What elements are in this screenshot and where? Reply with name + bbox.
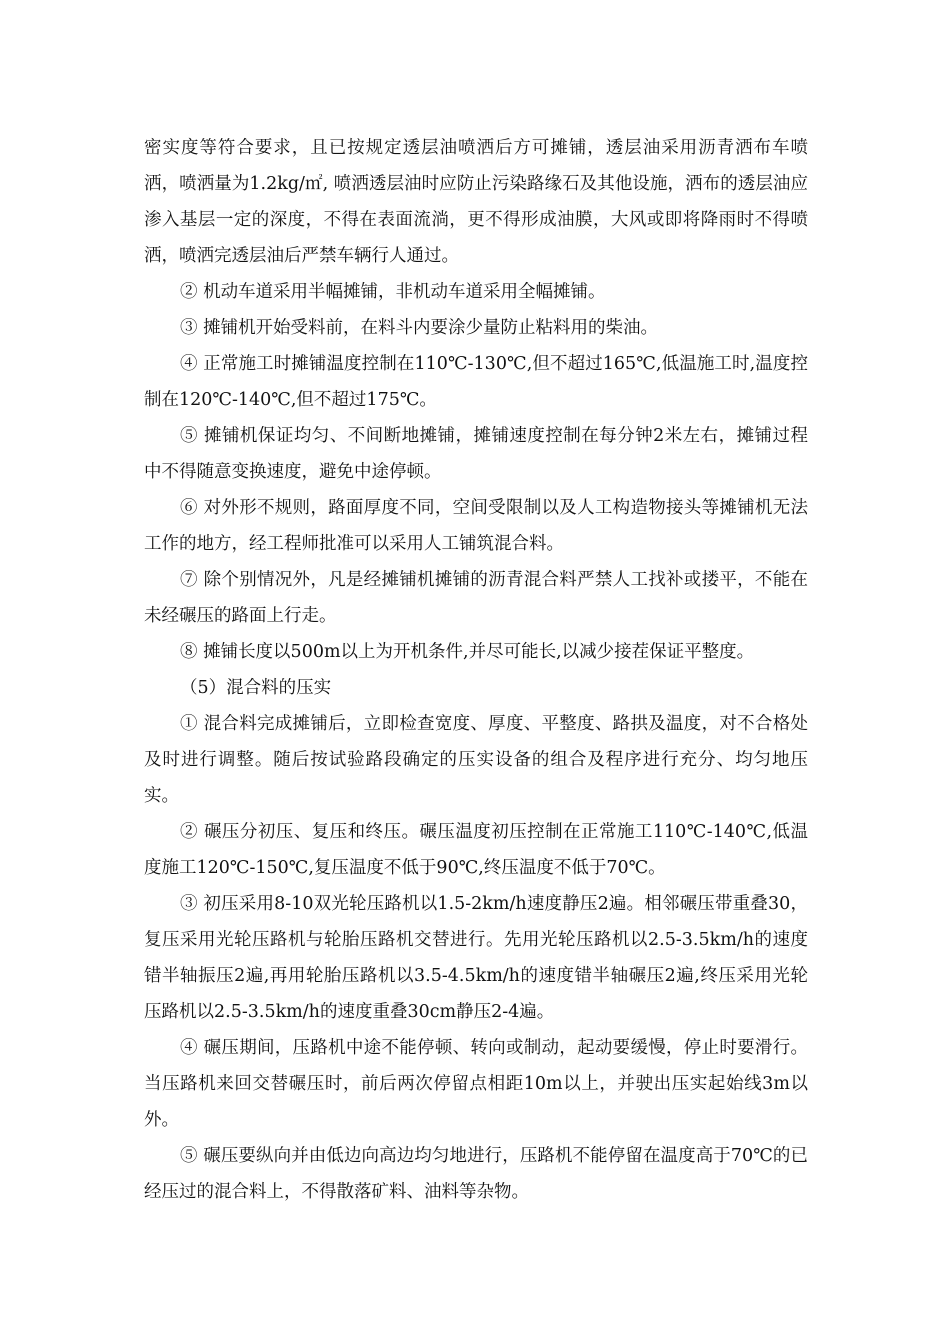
paragraph-compaction-1: ① 混合料完成摊铺后，立即检查宽度、厚度、平整度、路拱及温度，对不合格处及时进行调整。随后按试验路段确定的压实设备的组合及程序进行充分、均匀地压实。 <box>144 714 808 806</box>
section-heading-compaction: （5）混合料的压实 <box>180 678 332 698</box>
paragraph-continuation: 密实度等符合要求，且已按规定透层油喷洒后方可摊铺，透层油采用沥青洒布车喷洒，喷洒量为1.2kg/㎡, 喷洒透层油时应防止污染路缘石及其他设施，洒布的透层油应渗入基层一定的深度，不得在表面流淌，更不得形成油膜，大风或即将降雨时不得喷洒，喷洒完透层油后严禁车辆行人通过。 <box>144 138 808 266</box>
paragraph-item-6: ⑥ 对外形不规则，路面厚度不同，空间受限制以及人工构造物接头等摊铺机无法工作的地方，经工程师批准可以采用人工铺筑混合料。 <box>144 498 808 554</box>
paragraph-compaction-5: ⑤ 碾压要纵向并由低边向高边均匀地进行，压路机不能停留在温度高于70℃的已经压过的混合料上，不得散落矿料、油料等杂物。 <box>144 1146 808 1202</box>
paragraph-item-4: ④ 正常施工时摊铺温度控制在110℃-130℃,但不超过165℃,低温施工时,温度控制在120℃-140℃,但不超过175℃。 <box>144 354 808 410</box>
paragraph-item-5: ⑤ 摊铺机保证均匀、不间断地摊铺，摊铺速度控制在每分钟2米左右，摊铺过程中不得随意变换速度，避免中途停顿。 <box>144 426 808 482</box>
paragraph-compaction-2: ② 碾压分初压、复压和终压。碾压温度初压控制在正常施工110℃-140℃,低温度施工120℃-150℃,复压温度不低于90℃,终压温度不低于70℃。 <box>144 822 808 878</box>
paragraph-compaction-3: ③ 初压采用8-10双光轮压路机以1.5-2km/h速度静压2遍。相邻碾压带重叠30，复压采用光轮压路机与轮胎压路机交替进行。先用光轮压路机以2.5-3.5km/h的速度错半轴振压2遍,再用轮胎压路机以3.5-4.5km/h的速度错半轴碾压2遍,终压采用光轮压路机以2.5-3.5km/h的速度重叠30cm静压2-4遍。 <box>144 894 808 1022</box>
paragraph-item-8: ⑧ 摊铺长度以500m以上为开机条件,并尽可能长,以减少接茬保证平整度。 <box>180 642 755 662</box>
paragraph-item-7: ⑦ 除个别情况外，凡是经摊铺机摊铺的沥青混合料严禁人工找补或搂平，不能在未经碾压的路面上行走。 <box>144 570 808 626</box>
paragraph-compaction-4: ④ 碾压期间，压路机中途不能停顿、转向或制动，起动要缓慢，停止时要滑行。当压路机来回交替碾压时，前后两次停留点相距10m以上，并驶出压实起始线3m以外。 <box>144 1038 808 1130</box>
paragraph-item-2: ② 机动车道采用半幅摊铺，非机动车道采用全幅摊铺。 <box>180 282 606 302</box>
document-page <box>144 130 808 1210</box>
paragraph-item-3: ③ 摊铺机开始受料前，在料斗内要涂少量防止粘料用的柴油。 <box>180 318 659 338</box>
